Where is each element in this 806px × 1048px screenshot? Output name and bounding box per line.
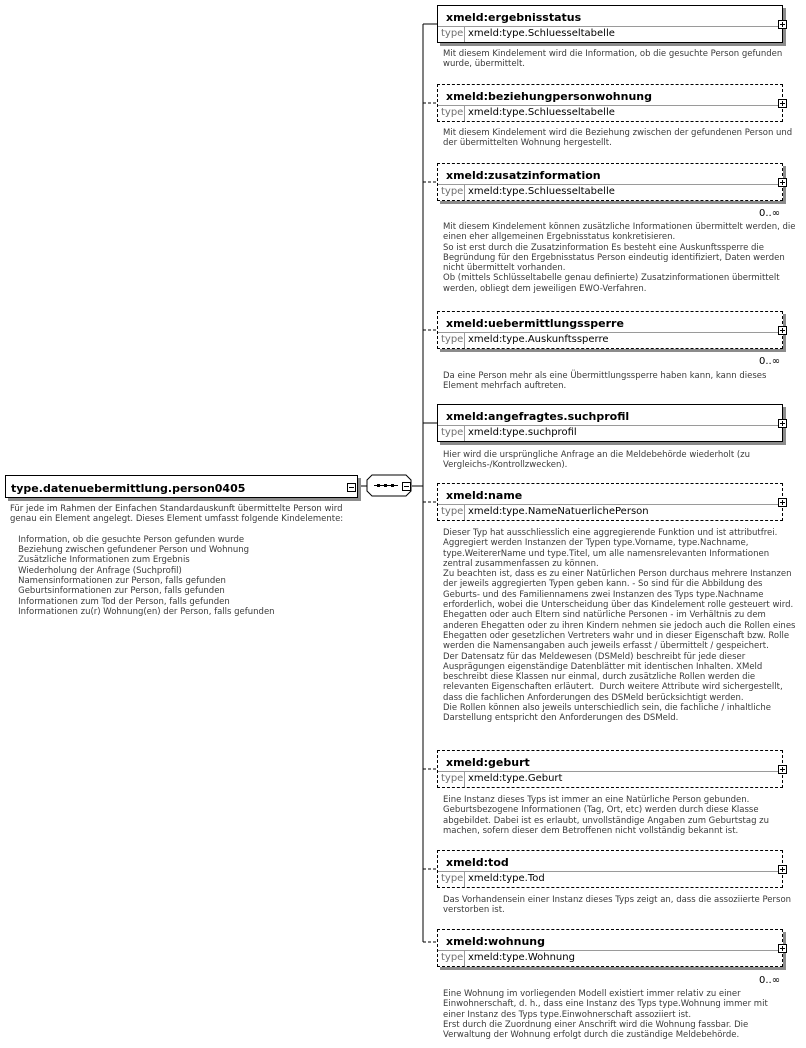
element-name: xmeld:tod <box>446 856 509 869</box>
type-label: type <box>441 506 464 517</box>
root-type-description: Für jede im Rahmen der Einfachen Standardauskunft übermittelte Person wird genau ein Element angelegt. Dieses Element umfasst folgende Kindelemente: Information, ob die gesuchte Person gefunden wurde Beziehung zwischen gefundener Person und Wohnung Zusätzliche Informationen zum Ergebnis Wiederholung der Anfrage (Suchprofil) Namensinformationen zur Person, falls gefunden Geburtsinformationen zur Person, falls gefunden Informationen zum Tod der Person, falls gefunden Informationen zu(r) Wohnung(en) der Person, falls gefunden <box>10 504 344 617</box>
element-name-person[interactable] <box>437 483 783 521</box>
root-type-name: type.datenuebermittlung.person0405 <box>11 482 246 495</box>
type-row <box>438 504 782 520</box>
type-label: type <box>441 186 464 197</box>
type-row <box>438 771 782 787</box>
element-description: Das Vorhandensein einer Instanz dieses Typs zeigt an, dass die assoziierte Person verstorben ist. <box>443 895 792 916</box>
element-description: Hier wird die ursprüngliche Anfrage an die Meldebehörde wiederholt (zu Vergleichs-/Kontrollzwecken). <box>443 450 751 471</box>
expand-icon[interactable] <box>778 765 787 774</box>
occurrence-label: 0..∞ <box>759 975 781 986</box>
element-name: xmeld:uebermittlungssperre <box>446 317 624 330</box>
type-value: xmeld:type.NameNatuerlichePerson <box>468 506 649 517</box>
type-label: type <box>441 334 464 345</box>
element-ergebnisstatus[interactable] <box>437 5 783 43</box>
expand-icon[interactable] <box>778 419 787 428</box>
expand-icon[interactable] <box>778 326 787 335</box>
type-value: xmeld:type.suchprofil <box>468 427 577 438</box>
type-label: type <box>441 952 464 963</box>
element-uebermittlungssperre[interactable] <box>437 311 783 349</box>
element-name: xmeld:wohnung <box>446 935 545 948</box>
element-description: Eine Wohnung im vorliegenden Modell existiert immer relativ zu einer Einwohnerschaft, d. h., dass eine Instanz des Typs type.Wohnung immer mit einer Instanz des Typs type.Einwohnerschaft assoziiert ist. Erst durch die Zuordnung einer Anschrift wird die Wohnung fassbar. Die Verwaltung der Wohnung erfolgt durch die zuständige Meldebehörde. <box>443 989 768 1041</box>
element-name: xmeld:zusatzinformation <box>446 169 601 182</box>
type-row <box>438 871 782 887</box>
type-label: type <box>441 28 464 39</box>
type-value: xmeld:type.Tod <box>468 873 545 884</box>
type-row <box>438 425 782 441</box>
element-name: xmeld:name <box>446 489 523 502</box>
element-name: xmeld:geburt <box>446 756 530 769</box>
expand-icon[interactable] <box>778 20 787 29</box>
element-description: Da eine Person mehr als eine Übermittlungssperre haben kann, kann dieses Element mehrfach auftreten. <box>443 371 767 392</box>
expand-icon[interactable] <box>778 498 787 507</box>
expand-icon[interactable] <box>778 944 787 953</box>
type-row <box>438 184 782 200</box>
type-label: type <box>441 773 464 784</box>
type-value: xmeld:type.Wohnung <box>468 952 575 963</box>
type-value: xmeld:type.Schluesseltabelle <box>468 107 615 118</box>
type-value: xmeld:type.Schluesseltabelle <box>468 28 615 39</box>
type-row <box>438 26 782 42</box>
type-value: xmeld:type.Geburt <box>468 773 563 784</box>
type-row <box>438 332 782 348</box>
type-row <box>438 105 782 121</box>
element-geburt[interactable] <box>437 750 783 788</box>
element-name: xmeld:ergebnisstatus <box>446 11 582 24</box>
element-description: Dieser Typ hat ausschliesslich eine aggregierende Funktion und ist attributfrei. Aggregiert werden Instanzen der Typen type.Vorname, type.Nachname, type.WeitererName und type.Titel, um alle namensrelevanten Informationen zentral zusammenfassen zu können. Zu beachten ist, dass es zu einer Natürlichen Person durchaus mehrere Instanzen der jeweils aggregierten Typen geben kann. - So sind für die Abbildung des Geburts- und des Familiennamens zwei Instanzen des Typs type.Nachname erforderlich, wobei die Unterscheidung über das Kindelement rolle gesteuert wird. Ehegatten oder auch Eltern sind natürliche Personen - im Verhältnis zu dem anderen Ehegatten oder zu ihren Kindern nehmen sie jedoch auch die Rollen eines Ehegatten oder gesetzlichen Vertreters wahr und in dieser Eigenschaft bzw. Rolle werden die Namensangaben auch jeweils erfasst / übermittelt / gespeichert. Der Datensatz für das Meldewesen (DSMeld) beschreibt für jede dieser Ausprägungen eigenständige Datenblätter mit identischen Inhalten. XMeld beschreibt diese Klassen nur einmal, durch zusätzliche Rollen werden die relevanten Eigenschaften erläutert. Durch weitere Attribute wird sichergestellt, dass die fachlichen Anforderungen des DSMeld berücksichtigt werden. Die Rollen können also jeweils unterschiedlich sein, die fachliche / inhaltliche Darstellung entspricht den Anforderungen des DSMeld. <box>443 528 796 724</box>
element-description: Mit diesem Kindelement wird die Information, ob die gesuchte Person gefunden wurde, übermittelt. <box>443 49 783 70</box>
element-zusatzinformation[interactable] <box>437 163 783 201</box>
occurrence-label: 0..∞ <box>759 208 781 219</box>
collapse-icon[interactable] <box>347 483 356 492</box>
root-type-box[interactable] <box>5 475 358 498</box>
occurrence-label: 0..∞ <box>759 356 781 367</box>
type-row <box>438 950 782 966</box>
element-beziehungpersonwohnung[interactable] <box>437 84 783 122</box>
element-wohnung[interactable] <box>437 929 783 967</box>
element-angefragtes-suchprofil[interactable] <box>437 404 783 442</box>
type-label: type <box>441 107 464 118</box>
type-label: type <box>441 427 464 438</box>
element-description: Mit diesem Kindelement wird die Beziehung zwischen der gefundenen Person und der übermittelten Wohnung hergestellt. <box>443 128 793 149</box>
expand-icon[interactable] <box>778 865 787 874</box>
element-name: xmeld:angefragtes.suchprofil <box>446 410 630 423</box>
type-value: xmeld:type.Auskunftssperre <box>468 334 609 345</box>
element-tod[interactable] <box>437 850 783 888</box>
type-label: type <box>441 873 464 884</box>
type-value: xmeld:type.Schluesseltabelle <box>468 186 615 197</box>
element-description: Mit diesem Kindelement können zusätzliche Informationen übermittelt werden, die einen eher allgemeinen Ergebnisstatus konkretisieren. So ist erst durch die Zusatzinformation Es besteht eine Auskunftssperre die Begründung für den Ergebnisstatus Person eindeutig identifiziert, Daten werden nicht übermittelt vorhanden. Ob (mittels Schlüsseltabelle genau definierte) Zusatzinformationen übermittelt werden, obliegt dem jeweiligen EWO-Verfahren. <box>443 222 796 294</box>
element-description: Eine Instanz dieses Typs ist immer an eine Natürliche Person gebunden. Geburtsbezogene Informationen (Tag, Ort, etc) werden durch diese Klasse abgebildet. Dabei ist es erlaubt, unvollständige Angaben zum Geburtstag zu machen, sofern dieser dem Betroffenen nicht vollständig bekannt ist. <box>443 795 770 836</box>
expand-icon[interactable] <box>778 99 787 108</box>
expand-icon[interactable] <box>778 178 787 187</box>
sequence-collapse-icon[interactable] <box>402 482 411 491</box>
element-name: xmeld:beziehungpersonwohnung <box>446 90 653 103</box>
